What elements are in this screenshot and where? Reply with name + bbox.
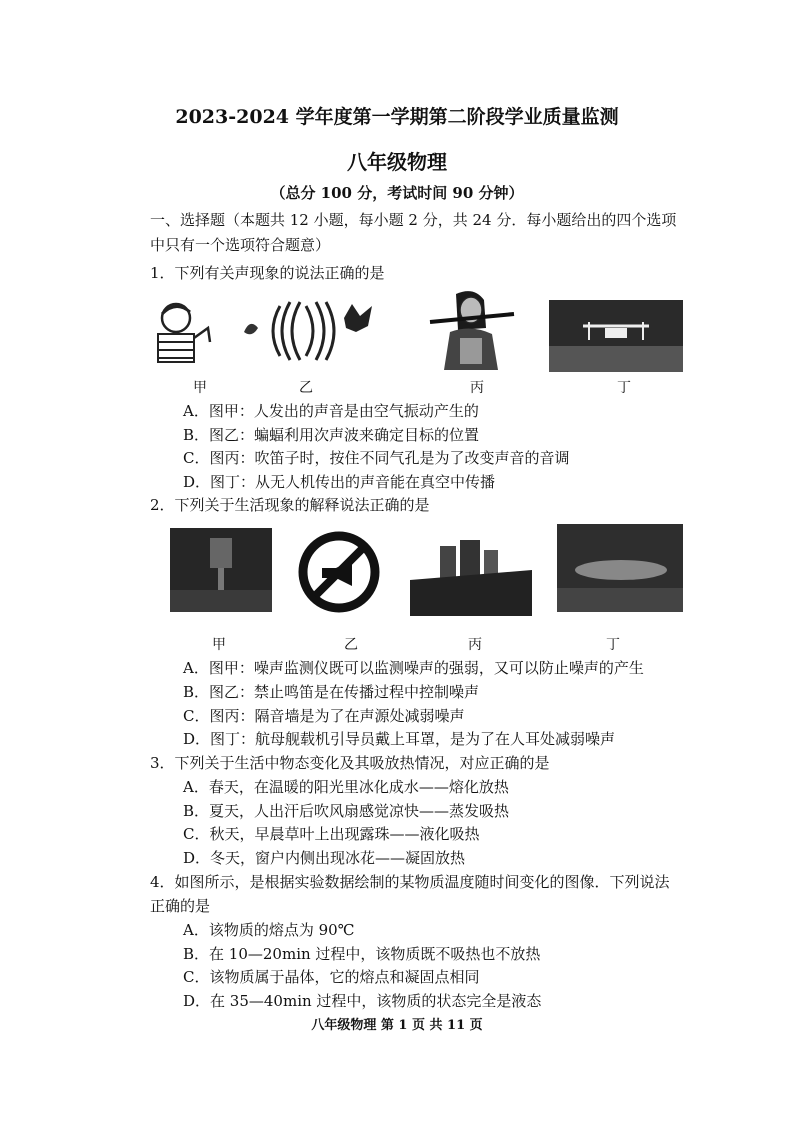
- subject-title: 八年级物理: [347, 150, 447, 174]
- q1-figure-flute-player: [428, 288, 518, 370]
- q2-caption-ding: 丁: [606, 637, 620, 653]
- q4-stem-line1: 4．如图所示，是根据实验数据绘制的某物质温度随时间变化的图像．下列说法: [150, 873, 670, 891]
- q2-option-c: C．图丙：隔音墙是为了在声源处减弱噪声: [183, 707, 465, 725]
- q3-option-c: C．秋天，早晨草叶上出现露珠——液化吸热: [183, 825, 480, 843]
- q1-option-b: B．图乙：蝙蝠利用次声波来确定目标的位置: [183, 426, 480, 444]
- q2-caption-yi: 乙: [344, 637, 358, 653]
- q3-option-d: D．冬天，窗户内侧出现冰花——凝固放热: [183, 849, 466, 867]
- section-heading-line1: 一、选择题（本题共 12 小题，每小题 2 分，共 24 分．每小题给出的四个选项: [150, 211, 677, 229]
- q4-option-c: C．该物质属于晶体，它的熔点和凝固点相同: [183, 968, 480, 986]
- q1-stem: 1．下列有关声现象的说法正确的是: [150, 264, 385, 282]
- q1-option-c: C．图丙：吹笛子时，按住不同气孔是为了改变声音的音调: [183, 449, 570, 467]
- q1-option-d: D．图丁：从无人机传出的声音能在真空中传播: [183, 473, 496, 491]
- q2-figure-noise-monitor-photo: [170, 528, 272, 612]
- q2-caption-jia: 甲: [212, 637, 226, 653]
- q4-stem-line2: 正确的是: [150, 897, 211, 915]
- q2-option-d: D．图丁：航母舰载机引导员戴上耳罩，是为了在人耳处减弱噪声: [183, 730, 616, 748]
- q3-stem: 3．下列关于生活中物态变化及其吸放热情况，对应正确的是: [150, 754, 550, 772]
- q1-caption-yi: 乙: [299, 380, 313, 396]
- q2-option-a: A．图甲：噪声监测仪既可以监测噪声的强弱，又可以防止噪声的产生: [183, 659, 644, 677]
- q1-figure-drone-photo: [549, 300, 683, 372]
- q2-figure-sound-barrier-wall: [410, 540, 532, 616]
- q1-caption-ding: 丁: [617, 380, 631, 396]
- q1-figure-person-speaking: [148, 298, 220, 366]
- q2-option-b: B．图乙：禁止鸣笛是在传播过程中控制噪声: [183, 683, 480, 701]
- section-heading-line2: 中只有一个选项符合题意）: [150, 236, 331, 254]
- q3-option-a: A．春天，在温暖的阳光里冰化成水——熔化放热: [183, 778, 509, 796]
- page-footer: 八年级物理 第 1 页 共 11 页: [311, 1018, 483, 1033]
- q1-figure-bat-echolocation: [240, 298, 380, 364]
- q2-stem: 2．下列关于生活现象的解释说法正确的是: [150, 496, 430, 514]
- q2-figure-no-honking-sign: [296, 530, 382, 614]
- q1-caption-bing: 丙: [470, 380, 484, 396]
- exam-meta: （总分 100 分，考试时间 90 分钟）: [270, 184, 524, 202]
- q4-option-a: A．该物质的熔点为 90℃: [183, 921, 355, 939]
- q4-option-b: B．在 10—20min 过程中，该物质既不吸热也不放热: [183, 945, 541, 963]
- q2-caption-bing: 丙: [468, 637, 482, 653]
- q3-option-b: B．夏天，人出汗后吹风扇感觉凉快——蒸发吸热: [183, 802, 510, 820]
- q4-option-d: D．在 35—40min 过程中，该物质的状态完全是液态: [183, 992, 542, 1010]
- q1-option-a: A．图甲：人发出的声音是由空气振动产生的: [183, 402, 479, 420]
- exam-title: 2023-2024 学年度第一学期第二阶段学业质量监测: [175, 106, 619, 128]
- q2-figure-carrier-crew-photo: [557, 524, 683, 612]
- q1-caption-jia: 甲: [193, 380, 207, 396]
